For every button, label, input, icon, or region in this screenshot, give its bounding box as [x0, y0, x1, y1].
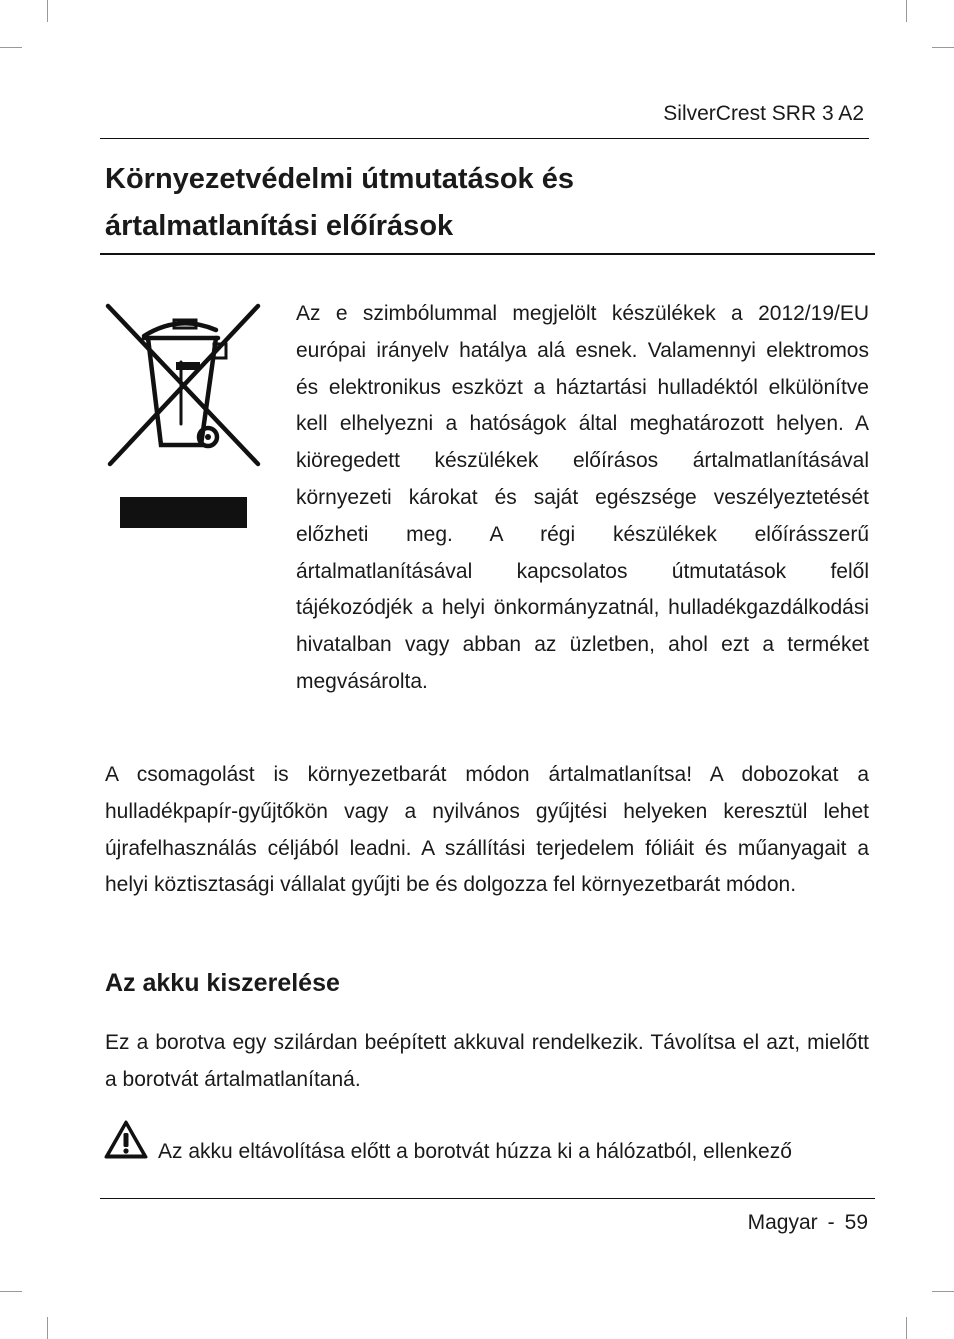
- footer-language: Magyar: [747, 1211, 818, 1234]
- section-title-line2: ártalmatlanítási előírások: [105, 210, 454, 242]
- warning-text: Az akku eltávolítása előtt a borotvát húzza ki a hálózatból, ellenkező: [158, 1140, 792, 1163]
- subsection-title: Az akku kiszerelése: [105, 969, 340, 997]
- header-model: SilverCrest SRR 3 A2: [663, 102, 864, 125]
- crop-mark: [932, 1291, 954, 1292]
- title-rule: [100, 253, 875, 255]
- weee-paragraph: Az e szimbólummal megjelölt készülékek a 2012/19/EU európai irányelv hatálya alá esnek. Valamennyi elektromos és elektronikus eszközt a háztartási hulladéktól elkülönítve kell elhelyezni a hatóságok által meghatározott helyen. A kiöregedett készülékek előírásos ártalmatlanításával környezeti károkat és saját egészsége veszélyeztetését előzheti meg. A régi készülékek előírásszerű ártalmatlanításával kapcsolatos útmutatások felől tájékozódjék a helyi önkormányzatnál, hulladékgazdálkodási hivatalban vagy abban az üzletben, ahol ezt a terméket megvásárolta.: [296, 302, 869, 693]
- warning-triangle-icon: [104, 1120, 148, 1160]
- crop-mark: [0, 1291, 22, 1292]
- battery-removal-paragraph: Ez a borotva egy szilárdan beépített akkuval rendelkezik. Távolítsa el azt, mielőtt a borotvát ártalmatlanítaná.: [105, 1031, 869, 1091]
- crop-mark: [47, 0, 48, 22]
- crop-mark: [932, 47, 954, 48]
- footer-separator: -: [827, 1211, 835, 1234]
- section-title: [105, 156, 865, 250]
- section-title-line1: Környezetvédelmi útmutatások és: [105, 163, 574, 195]
- footer-rule: [100, 1198, 875, 1199]
- page-number: 59: [844, 1211, 868, 1234]
- crossed-out-wheelie-bin-icon: [104, 300, 264, 470]
- page-footer: [748, 1208, 868, 1238]
- crop-mark: [906, 1317, 907, 1339]
- crop-mark: [47, 1317, 48, 1339]
- crop-mark: [0, 47, 22, 48]
- header-rule: [100, 138, 869, 139]
- weee-black-bar: [120, 497, 247, 528]
- crop-mark: [906, 0, 907, 22]
- packaging-paragraph: A csomagolást is környezetbarát módon ártalmatlanítsa! A dobozokat a hulladékpapír-gyűjtőkön vagy a nyilvános gyűjtési helyeken keresztül lehet újrafelhasználás céljából leadni. A szállítási terjedelem fóliáit és műanyagait a helyi köztisztasági vállalat gyűjti be és dolgozza fel környezetbarát módon.: [105, 763, 869, 897]
